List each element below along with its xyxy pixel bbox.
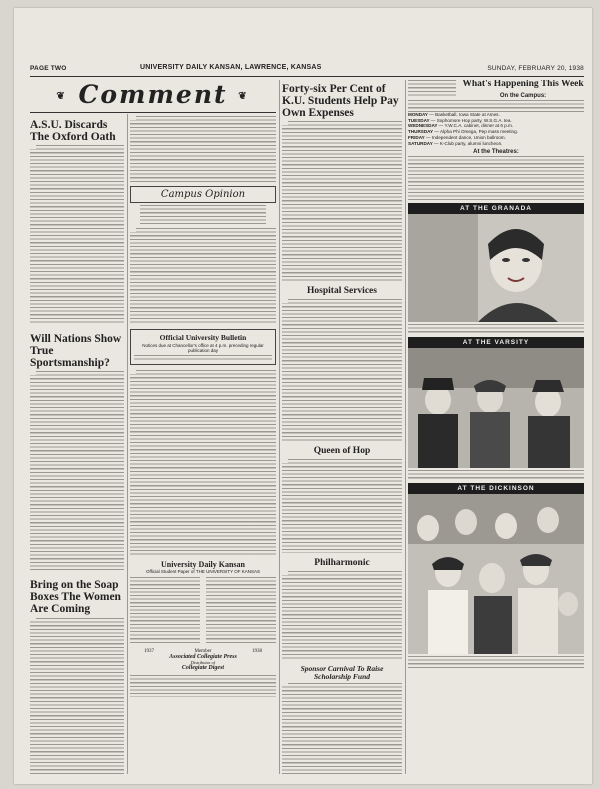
headline-queen: Queen of Hop xyxy=(313,446,371,457)
theatre-column xyxy=(408,80,584,774)
issue-date: SUNDAY, FEBRUARY 20, 1938 xyxy=(487,65,584,72)
article-body xyxy=(282,299,402,441)
event-item: SATURDAY — K-Club party, alumni luncheon. xyxy=(408,140,503,146)
headline-carnival: Sponsor Carnival To Raise Scholarship Fund xyxy=(300,664,384,681)
headline-soap-boxes: Bring on the Soap Boxes The Women Are Coming xyxy=(30,579,121,616)
bulletin-subtitle: Notices due at Chancellor's office at 4 p.m. preceding regular publication day xyxy=(142,343,264,353)
article-body xyxy=(282,571,402,659)
editorial-column xyxy=(30,116,124,774)
editorial-column-2 xyxy=(130,116,276,774)
comment-title: Comment xyxy=(78,80,228,109)
dickinson-banner: AT THE DICKINSON xyxy=(408,483,584,494)
headline-philharmonic: Philharmonic xyxy=(314,558,370,569)
event-item: WEDNESDAY — Y.W.C.A. cabinet, dinner at 6 p.m. xyxy=(408,123,514,129)
article-body xyxy=(408,80,456,96)
bulletin-box xyxy=(130,329,276,365)
photo-caption xyxy=(408,656,584,670)
udk-subtitle: Official Student Paper of THE UNIVERSITY OF KANSAS xyxy=(145,569,261,574)
photo-caption xyxy=(408,470,584,480)
column-rule xyxy=(127,114,128,774)
varsity-banner: AT THE VARSITY xyxy=(408,337,584,348)
article-body xyxy=(30,371,124,571)
event-item: MONDAY — Basketball, Iowa State at Ames. xyxy=(408,111,500,117)
event-list xyxy=(408,112,584,146)
theatre-listings xyxy=(408,156,584,200)
seal-distributor: Distributor of xyxy=(190,660,216,665)
news-column xyxy=(282,80,402,774)
column-rule xyxy=(405,80,406,774)
newspaper-page xyxy=(14,8,592,784)
article-body xyxy=(30,145,124,325)
bulletin-title: Official University Bulletin xyxy=(159,333,247,342)
seal-member: Member xyxy=(194,649,212,654)
headline-hospital: Hospital Services xyxy=(307,286,377,297)
article-body xyxy=(408,100,584,112)
page-number: PAGE TWO xyxy=(30,65,67,72)
masthead xyxy=(30,62,584,77)
granada-banner: AT THE GRANADA xyxy=(408,203,584,214)
bulletin-meta xyxy=(134,355,272,361)
udk-title: University Daily Kansan xyxy=(160,560,245,569)
subscription-info xyxy=(130,675,276,697)
headline-sportsmanship: Will Nations Show True Sportsmanship? xyxy=(30,333,122,370)
acp-seal xyxy=(130,649,276,671)
event-item: FRIDAY — Independent dance, Union ballroom. xyxy=(408,134,506,140)
article-body xyxy=(130,228,276,324)
comment-banner: ❦ Comment ❦ xyxy=(30,80,276,113)
event-item: THURSDAY — Alpha Phi Omega, Pep mass meeting. xyxy=(408,129,518,135)
seal-year-right: 1938 xyxy=(251,649,262,654)
column-rule xyxy=(279,80,280,774)
paper-title: UNIVERSITY DAILY KANSAN, LAWRENCE, KANSAS xyxy=(140,64,322,71)
event-item: TUESDAY — Sophomore Hop party, W.S.G.A. tea. xyxy=(408,117,512,123)
headline-this-week: What's Happening This Week xyxy=(462,80,584,89)
bulletin-notices xyxy=(130,370,276,556)
staff-list xyxy=(206,577,276,645)
article-body xyxy=(282,459,402,553)
seal-name: Associated Collegiate Press xyxy=(169,654,237,660)
granada-photo xyxy=(408,214,584,322)
article-body xyxy=(282,683,402,774)
seal-year-left: 1937 xyxy=(144,649,154,654)
staff-list xyxy=(130,577,200,645)
article-body xyxy=(282,121,402,281)
theatres-header: At the Theatres: xyxy=(473,149,519,156)
udk-staff-box xyxy=(130,560,276,645)
varsity-photo xyxy=(408,348,584,468)
headline-asu: A.S.U. Discards The Oxford Oath xyxy=(30,119,116,144)
dickinson-photo xyxy=(408,494,584,654)
article-body xyxy=(30,618,124,775)
seal-digest: Collegiate Digest xyxy=(181,665,225,671)
headline-expenses: Forty-six Per Cent of K.U. Students Help Pay Own Expenses xyxy=(282,83,399,120)
campus-opinion-header: Campus Opinion xyxy=(130,186,276,203)
photo-caption xyxy=(408,324,584,334)
on-campus-header: On the Campus: xyxy=(499,92,547,99)
opinion-note xyxy=(140,205,266,225)
article-body xyxy=(130,116,276,182)
